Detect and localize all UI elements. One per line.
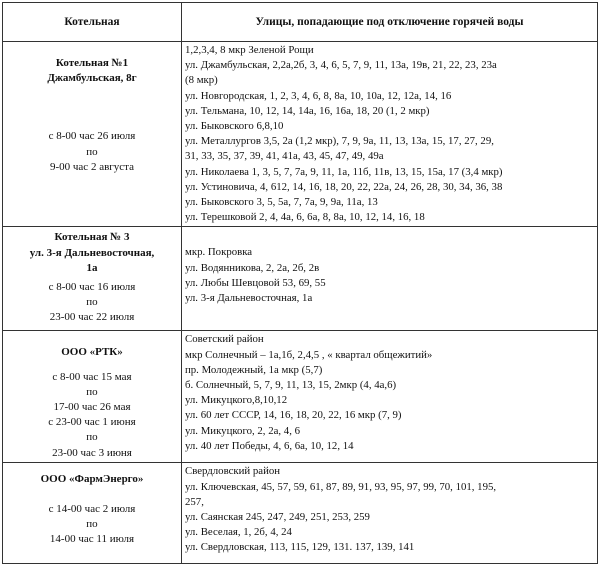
boiler-cell — [3, 463, 182, 564]
boiler-name-line: Джамбульская, 8г — [47, 72, 137, 85]
header-boiler: Котельная — [3, 3, 182, 42]
street-line: ул. Микуцкого,8,10,12 — [185, 394, 288, 407]
table-row — [3, 42, 598, 227]
street-line: ул. Тельмана, 10, 12, 14, 14а, 16, 16а, 18, 20 (1, 2 мкр) — [185, 104, 430, 117]
street-line: ул. Новгородская, 1, 2, 3, 4, 6, 8, 8а, 10, 10а, 12, 12а, 14, 16 — [185, 89, 452, 102]
boiler-cell — [3, 42, 182, 227]
street-line: 31, 33, 35, 37, 39, 41, 41а, 43, 45, 47, 49, 49а — [185, 150, 384, 163]
period-line: с 14-00 час 2 июля — [48, 502, 136, 515]
street-line: ул. Быковского 3, 5, 5а, 7, 7а, 9, 9а, 11а, 13 — [185, 196, 378, 209]
street-line: ул. 60 лет СССР, 14, 16, 18, 20, 22, 16 мкр (7, 9) — [185, 409, 402, 422]
street-line: ул. Быковского 6,8,10 — [185, 120, 284, 133]
boiler-name-line: Котельная №1 — [55, 57, 129, 69]
period-line: по — [86, 145, 98, 158]
period-line: с 8-00 час 26 июля — [48, 130, 136, 143]
street-line: мкр. Покровка — [185, 246, 253, 259]
period-line: по — [86, 385, 98, 398]
period-line: по — [86, 517, 98, 530]
boiler-name-line: ООО «РТК» — [61, 346, 123, 359]
street-line: ул. Джамбульская, 2,2а,2б, 3, 4, 6, 5, 7, 9, 11, 13а, 19в, 21, 22, 23, 23а — [185, 59, 497, 72]
street-line: ул. Металлургов 3,5, 2а (1,2 мкр), 7, 9, 9а, 11, 13, 13а, 15, 17, 27, 29, — [185, 135, 494, 148]
street-line: ул. 40 лет Победы, 4, 6, 6а, 10, 12, 14 — [185, 439, 354, 452]
boiler-name-line: 1а — [86, 261, 98, 274]
boiler-cell — [3, 227, 182, 331]
street-line: ул. Любы Шевцовой 53, 69, 55 — [185, 276, 326, 289]
table-header-row — [3, 3, 598, 42]
boiler-name-line: ул. 3-я Дальневосточная, — [29, 246, 155, 259]
street-line: ул. Микуцкого, 2, 2а, 4, 6 — [185, 424, 300, 437]
period-line: по — [86, 431, 98, 444]
period-line: 9-00 час 2 августа — [49, 160, 134, 173]
street-line: ул. Николаева 1, 3, 5, 7, 7а, 9, 11, 1а, 11б, 11в, 13, 15, 15а, 17 (3,4 мкр) — [185, 165, 503, 178]
period-line: с 8-00 час 16 июля — [48, 281, 136, 294]
streets-cell — [182, 227, 598, 331]
period-line: 23-00 час 3 июня — [52, 446, 132, 459]
street-line: (8 мкр) — [185, 74, 218, 87]
table-row — [3, 227, 598, 331]
header-streets: Улицы, попадающие под отключение горячей воды — [182, 3, 598, 42]
boiler-cell — [3, 331, 182, 463]
period-line: 17-00 час 26 мая — [53, 401, 131, 414]
street-line: ул. Устиновича, 4, 612, 14, 16, 18, 20, 22, 22а, 24, 26, 28, 30, 34, 36, 38 — [185, 180, 503, 193]
period-line: 14-00 час 11 июля — [49, 533, 135, 546]
boiler-name-line: ООО «ФармЭнерго» — [40, 473, 144, 486]
street-line: пр. Молодежный, 1а мкр (5,7) — [185, 363, 323, 376]
street-line: Свердловский район — [185, 465, 281, 478]
street-line: мкр Солнечный – 1а,1б, 2,4,5 , « квартал общежитий» — [185, 348, 433, 361]
street-line: ул. Ключевская, 45, 57, 59, 61, 87, 89, 91, 93, 95, 97, 99, 70, 101, 195, — [185, 480, 497, 493]
boiler-name-line: Котельная № 3 — [54, 231, 130, 244]
street-line: ул. Веселая, 1, 2б, 4, 24 — [185, 526, 292, 539]
street-line: Советский район — [185, 333, 264, 346]
period-line: по — [86, 296, 98, 309]
streets-cell — [182, 331, 598, 463]
streets-cell — [182, 463, 598, 564]
outage-table — [2, 2, 598, 564]
period-line: с 23-00 час 1 июня — [48, 416, 136, 429]
street-line: ул. Водянникова, 2, 2а, 2б, 2в — [185, 261, 320, 274]
street-line: 257, — [185, 495, 204, 508]
table-row — [3, 463, 598, 564]
street-line: ул. Терешковой 2, 4, 4а, 6, 6а, 8, 8а, 10, 12, 14, 16, 18 — [185, 211, 425, 224]
street-line: б. Солнечный, 5, 7, 9, 11, 13, 15, 2мкр (4, 4а,6) — [185, 379, 397, 392]
streets-cell — [182, 42, 598, 227]
street-line: ул. 3-я Дальневосточная, 1а — [185, 292, 313, 305]
street-line: ул. Саянская 245, 247, 249, 251, 253, 259 — [185, 511, 370, 524]
street-line: 1,2,3,4, 8 мкр Зеленой Рощи — [185, 44, 314, 56]
period-line: с 8-00 час 15 мая — [52, 370, 132, 383]
street-line: ул. Свердловская, 113, 115, 129, 131. 137, 139, 141 — [185, 541, 415, 554]
period-line: 23-00 час 22 июля — [49, 311, 135, 324]
table-row — [3, 331, 598, 463]
